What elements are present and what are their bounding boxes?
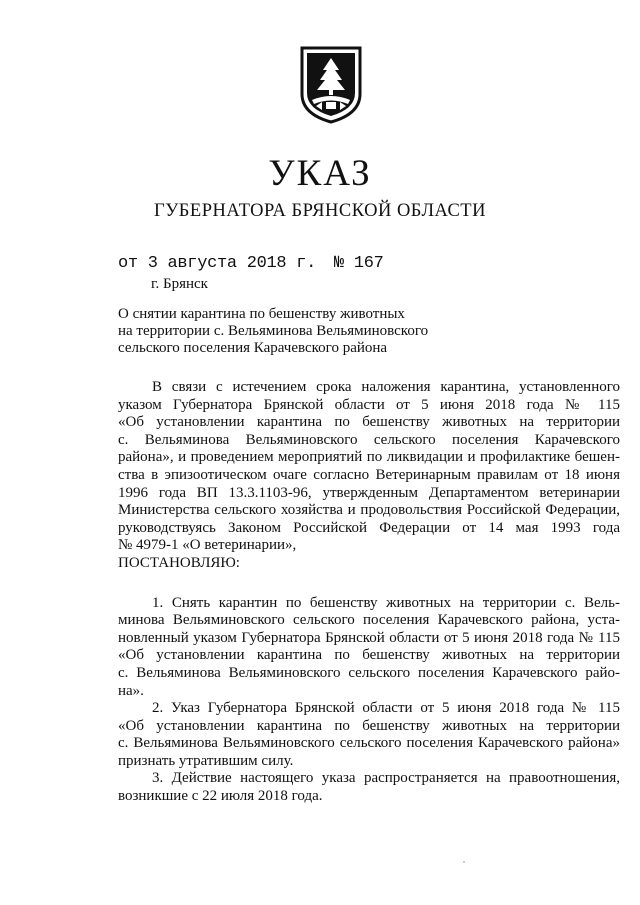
document-date: от 3 августа 2018 г. (118, 254, 317, 273)
document-subject (118, 306, 478, 357)
text-line: возникшие с 22 июля 2018 года. (118, 788, 323, 805)
text-line: указом Губернатора Брянской области от 5 июня 2018 года № 115 (118, 396, 620, 413)
text-line: с. Вельяминова Вельяминовского сельского поселения Карачевского (118, 431, 620, 448)
text-line: Министерства сельского хозяйства и продовольствия Российской Федерации, (118, 502, 620, 519)
text-line: руководствуясь Законом Российской Федерации от 14 мая 1993 года (118, 519, 620, 536)
preamble-paragraph (118, 379, 620, 555)
text-line: «Об установлении карантина по бешенству животных на территории (118, 647, 620, 664)
document-title: УКАЗ (268, 153, 372, 194)
document-subtitle: ГУБЕРНАТОРА БРЯНСКОЙ ОБЛАСТИ (154, 201, 486, 221)
text-line: «Об установлении карантина по бешенству животных на территории (118, 717, 620, 734)
bryansk-coat-of-arms-icon (296, 44, 366, 124)
text-line: ства в эпизоотическом очаге согласно Ветеринарным правилам от 18 июня (118, 466, 620, 483)
document-city: г. Брянск (151, 276, 208, 292)
item-1-paragraph (118, 595, 620, 701)
subject-line: сельского поселения Карачевского района (118, 340, 388, 356)
text-line: 1996 года ВП 13.3.1103-96, утвержденным Департаментом ветеринарии (118, 484, 620, 501)
text-line: 2. Указ Губернатора Брянской области от 5 июня 2018 года № 115 (152, 700, 620, 717)
text-line: признать утратившим силу. (118, 752, 294, 769)
text-line: района», и проведением мероприятий по ликвидации и профилактике бешен- (118, 449, 620, 466)
text-line: 1. Снять карантин по бешенству животных на территории с. Вель- (152, 594, 620, 611)
text-line: на». (118, 682, 144, 699)
text-line: новленный указом Губернатора Брянской области от 5 июня 2018 года № 115 (118, 629, 620, 646)
text-line: минова Вельяминовского сельского поселения Карачевского района, уста- (118, 612, 620, 629)
document-date-line (118, 254, 384, 273)
item-3-paragraph (118, 770, 620, 805)
subject-line: на территории с. Вельяминова Вельяминовского (118, 323, 429, 339)
decree-word: ПОСТАНОВЛЯЮ: (118, 554, 240, 571)
text-line: № 4979-1 «О ветеринарии», (118, 537, 297, 554)
document-body (118, 379, 620, 806)
document-number: № 167 (334, 254, 384, 273)
item-2-paragraph (118, 700, 620, 770)
text-line: с. Вельяминова Вельяминовского сельского поселения Карачевского райо- (118, 664, 620, 681)
text-line: с. Вельяминова Вельяминовского сельского поселения Карачевского района» (118, 735, 620, 752)
text-line: «Об установлении карантина по бешенству животных на территории (118, 414, 620, 431)
text-line: 3. Действие настоящего указа распространяется на правоотношения, (152, 770, 620, 787)
subject-line: О снятии карантина по бешенству животных (118, 306, 405, 322)
scan-speck (463, 861, 465, 863)
text-line: В связи с истечением срока наложения карантина, установленного (152, 379, 620, 395)
